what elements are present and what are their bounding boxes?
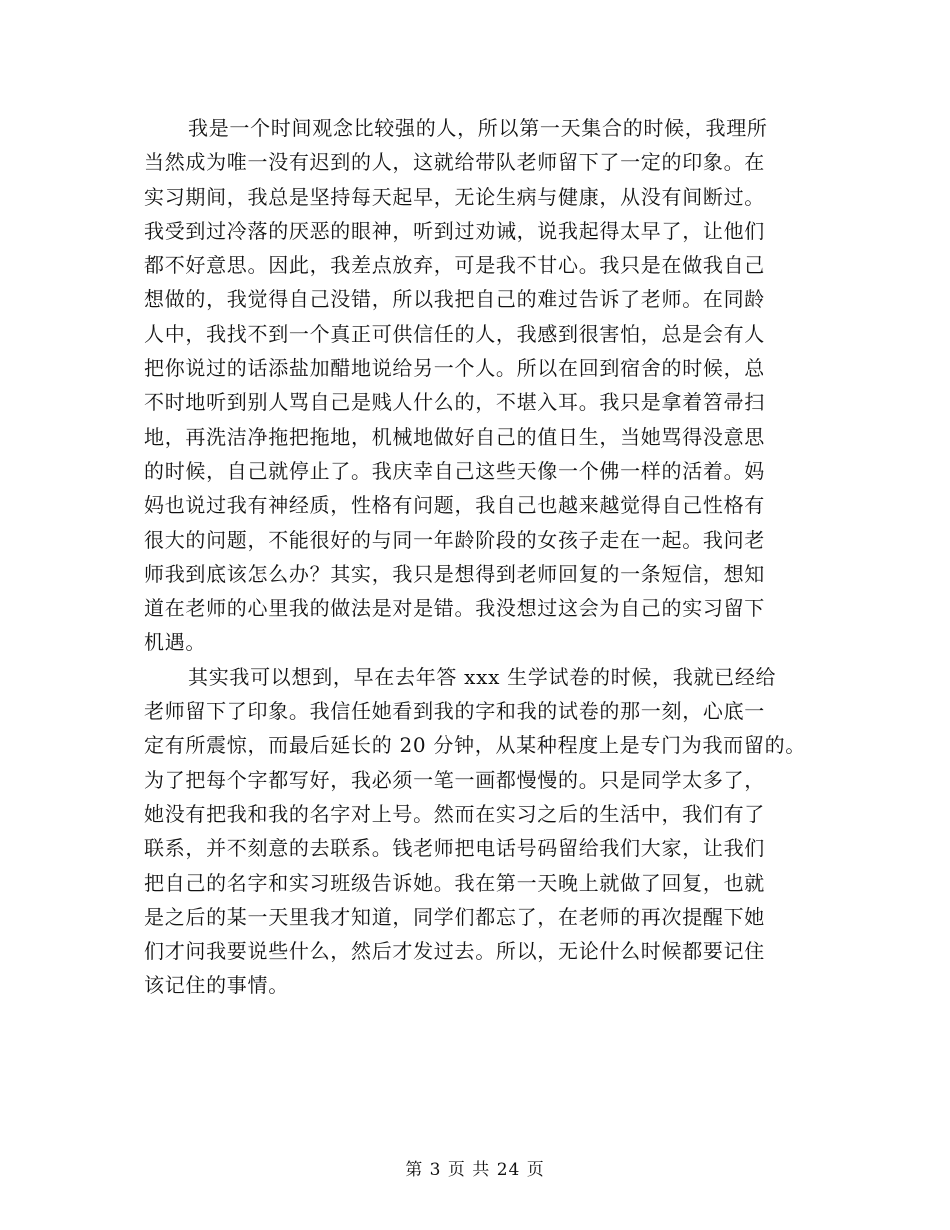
text-line: 把你说过的话添盐加醋地说给另一个人。所以在回到宿舍的时候，总 [144,356,765,381]
text-line: 她没有把我和我的名字对上号。然而在实习之后的生活中，我们有了 [144,801,765,826]
text-line: 们才问我要说些什么，然后才发过去。所以，无论什么时候都要记住 [144,939,765,964]
text-line: 都不好意思。因此，我差点放弃，可是我不甘心。我只是在做我自己 [144,253,765,278]
text-line: 不时地听到别人骂自己是贱人什么的，不堪入耳。我只是拿着笤帚扫 [144,390,765,415]
text-line: 实习期间，我总是坚持每天起早，无论生病与健康，从没有间断过。 [144,184,765,209]
text-line: 把自己的名字和实习班级告诉她。我在第一天晚上就做了回复，也就 [144,870,765,895]
document-body [144,111,834,1003]
text-line: 很大的问题，不能很好的与同一年龄阶段的女孩子走在一起。我问老 [144,527,765,552]
text-line: 地，再洗洁净拖把拖地，机械地做好自己的值日生，当她骂得没意思 [144,424,765,449]
text-line: 道在老师的心里我的做法是对是错。我没想过这会为自己的实习留下 [144,596,765,621]
paragraph [144,660,834,1003]
text-line: 机遇。 [144,630,207,655]
text-line: 是之后的某一天里我才知道，同学们都忘了，在老师的再次提醒下她 [144,904,765,929]
text-line: 想做的，我觉得自己没错，所以我把自己的难过告诉了老师。在同龄 [144,287,765,312]
text-line: 我是一个时间观念比较强的人，所以第一天集合的时候，我理所 [188,116,768,140]
text-line: 定有所震惊，而最后延长的 20 分钟，从某种程度上是专门为我而留的。 [144,733,806,758]
text-line: 老师留下了印象。我信任她看到我的字和我的试卷的那一刻，心底一 [144,699,765,724]
text-line: 人中，我找不到一个真正可供信任的人，我感到很害怕，总是会有人 [144,321,765,346]
text-line: 其实我可以想到，早在去年答 xxx 生学试卷的时候，我就已经给 [188,664,777,689]
paragraph [144,111,834,660]
text-line: 的时候，自己就停止了。我庆幸自己这些天像一个佛一样的活着。妈 [144,458,765,483]
text-line: 联系，并不刻意的去联系。钱老师把电话号码留给我们大家，让我们 [144,836,765,861]
text-line: 为了把每个字都写好，我必须一笔一画都慢慢的。只是同学太多了， [144,767,765,792]
text-line: 妈也说过我有神经质，性格有问题，我自己也越来越觉得自己性格有 [144,493,765,518]
text-line: 师我到底该怎么办？其实，我只是想得到老师回复的一条短信，想知 [144,561,765,586]
page-number-footer: 第 3 页 共 24 页 [405,1160,545,1180]
text-line: 我受到过冷落的厌恶的眼神，听到过劝诫，说我起得太早了，让他们 [144,218,765,243]
text-line: 当然成为唯一没有迟到的人，这就给带队老师留下了一定的印象。在 [144,150,765,175]
text-line: 该记住的事情。 [144,973,289,998]
